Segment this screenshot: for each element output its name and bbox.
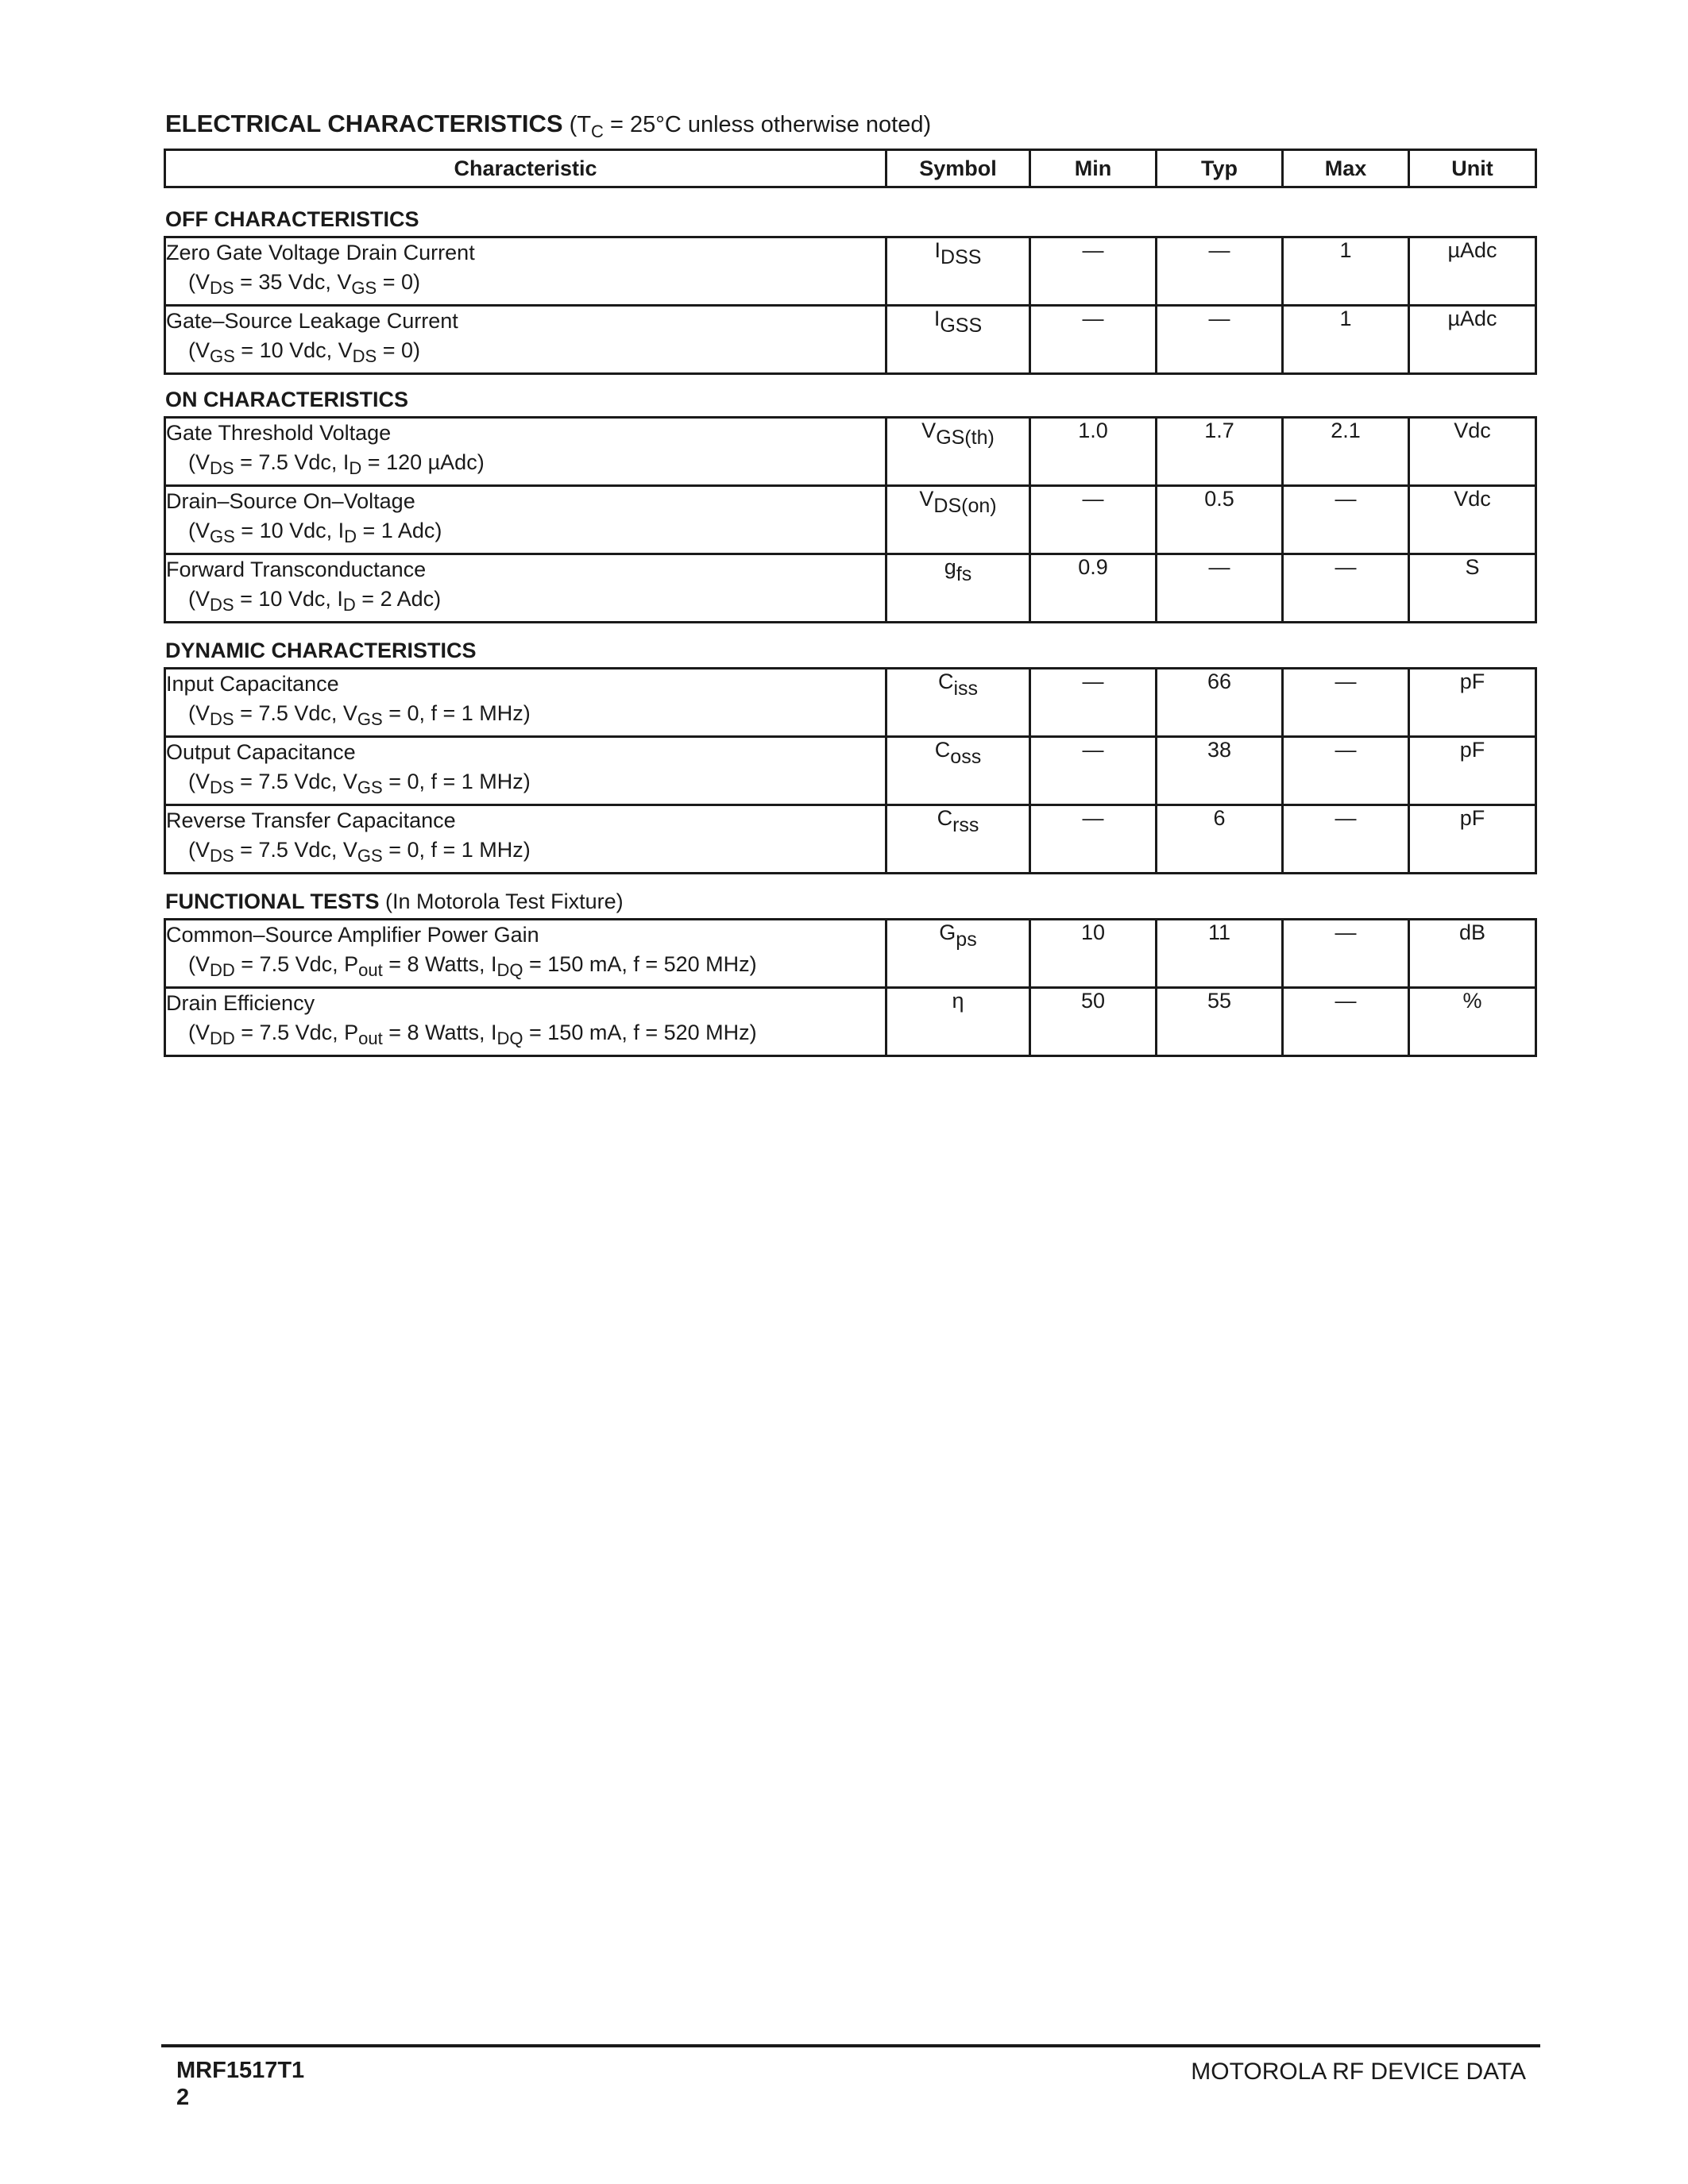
max-cell: 1 [1283,237,1409,306]
typ-cell: 66 [1157,669,1283,737]
unit-cell: S [1409,554,1536,623]
header-typ: Typ [1157,150,1283,187]
table-row [165,237,1536,306]
characteristic-cell [165,306,886,374]
typ-cell: — [1157,306,1283,374]
header-characteristic: Characteristic [165,150,886,187]
characteristic-name: Gate–Source Leakage Current [166,309,458,333]
table-functional [164,918,1537,1057]
test-conditions: ($V_{DD} = 7.5$ Vdc, $P_{out} = 8$ Watts, $I_{DQ} = 150$ mA, f = 520 MHz) [188,1021,757,1048]
test-conditions: ($V_{DS} = 7.5$ Vdc, $V_{GS} = 0$, f = 1 MHz) [188,701,531,729]
table-row [165,669,1536,737]
footer-part-info [176,2057,304,2111]
max-cell: — [1283,805,1409,874]
characteristic-cell [165,920,886,988]
unit-cell: dB [1409,920,1536,988]
unit-cell: µAdc [1409,306,1536,374]
max-cell: — [1283,988,1409,1056]
min-cell: 50 [1030,988,1157,1056]
characteristic-name: Zero Gate Voltage Drain Current [166,241,475,264]
max-cell: 1 [1283,306,1409,374]
characteristic-name: Gate Threshold Voltage [166,421,392,445]
characteristic-name: Input Capacitance [166,672,339,696]
footer-part-number: MRF1517T1 [176,2058,305,2083]
table-off [164,236,1537,375]
header-unit: Unit [1409,150,1536,187]
symbol-cell: $I_{GSS}$ [886,306,1030,374]
max-cell: — [1283,554,1409,623]
characteristic-cell [165,669,886,737]
min-cell: — [1030,486,1157,554]
typ-cell: 1.7 [1157,418,1283,486]
characteristic-cell [165,237,886,306]
max-cell: 2.1 [1283,418,1409,486]
max-cell: — [1283,669,1409,737]
symbol-cell: $V_{GS(th)}$ [886,418,1030,486]
max-cell: — [1283,486,1409,554]
characteristic-name: Forward Transconductance [166,558,427,581]
min-cell: — [1030,669,1157,737]
characteristic-cell [165,554,886,623]
min-cell: — [1030,737,1157,805]
unit-cell: pF [1409,669,1536,737]
symbol-cell: η [886,988,1030,1056]
min-cell: 10 [1030,920,1157,988]
footer-publisher: MOTOROLA RF DEVICE DATA [1191,2059,1526,2085]
test-conditions: ($V_{DD} = 7.5$ Vdc, $P_{out} = 8$ Watts, $I_{DQ} = 150$ mA, f = 520 MHz) [188,952,757,980]
header-table [164,149,1537,188]
unit-cell: Vdc [1409,486,1536,554]
min-cell: — [1030,306,1157,374]
typ-cell: 38 [1157,737,1283,805]
test-conditions: ($V_{GS} = 10$ Vdc, $V_{DS} = 0$) [188,338,420,366]
table-on [164,416,1537,623]
table-dynamic [164,667,1537,874]
page-title: ELECTRICAL CHARACTERISTICS ($T_C = 25^\circ C$ unless otherwise noted) [165,110,932,141]
table-row [165,418,1536,486]
unit-cell: Vdc [1409,418,1536,486]
typ-cell: 0.5 [1157,486,1283,554]
footer-divider [161,2044,1540,2047]
typ-cell: 55 [1157,988,1283,1056]
typ-cell: — [1157,554,1283,623]
unit-cell: % [1409,988,1536,1056]
table-header-row [165,150,1536,187]
symbol-cell: $C_{rss}$ [886,805,1030,874]
max-cell: — [1283,737,1409,805]
characteristic-cell [165,737,886,805]
symbol-cell: $G_{ps}$ [886,920,1030,988]
footer-page-number: 2 [176,2085,190,2110]
test-conditions: ($V_{DS} = 7.5$ Vdc, $I_D = 120$ µAdc) [188,450,485,478]
characteristic-name: Drain Efficiency [166,991,315,1015]
table-row [165,306,1536,374]
test-conditions: ($V_{DS} = 35$ Vdc, $V_{GS} = 0$) [188,270,420,298]
characteristic-cell [165,418,886,486]
min-cell: — [1030,805,1157,874]
unit-cell: µAdc [1409,237,1536,306]
unit-cell: pF [1409,737,1536,805]
min-cell: 1.0 [1030,418,1157,486]
symbol-cell: $C_{oss}$ [886,737,1030,805]
table-row [165,737,1536,805]
characteristic-cell [165,805,886,874]
characteristic-name: Common–Source Amplifier Power Gain [166,923,539,947]
symbol-cell: $I_{DSS}$ [886,237,1030,306]
header-max: Max [1283,150,1409,187]
symbol-cell: $C_{iss}$ [886,669,1030,737]
section-off: OFF CHARACTERISTICS [165,207,419,231]
table-row [165,805,1536,874]
table-row [165,554,1536,623]
table-row [165,988,1536,1056]
typ-cell: 6 [1157,805,1283,874]
header-min: Min [1030,150,1157,187]
symbol-cell: $g_{fs}$ [886,554,1030,623]
test-conditions: ($V_{DS} = 7.5$ Vdc, $V_{GS} = 0$, f = 1 MHz) [188,838,531,866]
section-on: ON CHARACTERISTICS [165,388,409,411]
section-functional: FUNCTIONAL TESTS (In Motorola Test Fixture) [165,889,624,913]
test-conditions: ($V_{DS} = 7.5$ Vdc, $V_{GS} = 0$, f = 1 MHz) [188,770,531,797]
test-conditions: ($V_{GS} = 10$ Vdc, $I_D = 1$ Adc) [188,519,442,546]
characteristic-name: Output Capacitance [166,740,356,764]
min-cell: 0.9 [1030,554,1157,623]
header-symbol: Symbol [886,150,1030,187]
max-cell: — [1283,920,1409,988]
characteristic-cell [165,486,886,554]
typ-cell: 11 [1157,920,1283,988]
title-bold: ELECTRICAL CHARACTERISTICS [165,110,563,137]
test-conditions: ($V_{DS} = 10$ Vdc, $I_D = 2$ Adc) [188,587,442,615]
characteristic-name: Reverse Transfer Capacitance [166,808,456,832]
unit-cell: pF [1409,805,1536,874]
typ-cell: — [1157,237,1283,306]
section-dynamic: DYNAMIC CHARACTERISTICS [165,639,477,662]
symbol-cell: $V_{DS(on)}$ [886,486,1030,554]
min-cell: — [1030,237,1157,306]
table-row [165,920,1536,988]
characteristic-name: Drain–Source On–Voltage [166,489,415,513]
characteristic-cell [165,988,886,1056]
table-row [165,486,1536,554]
